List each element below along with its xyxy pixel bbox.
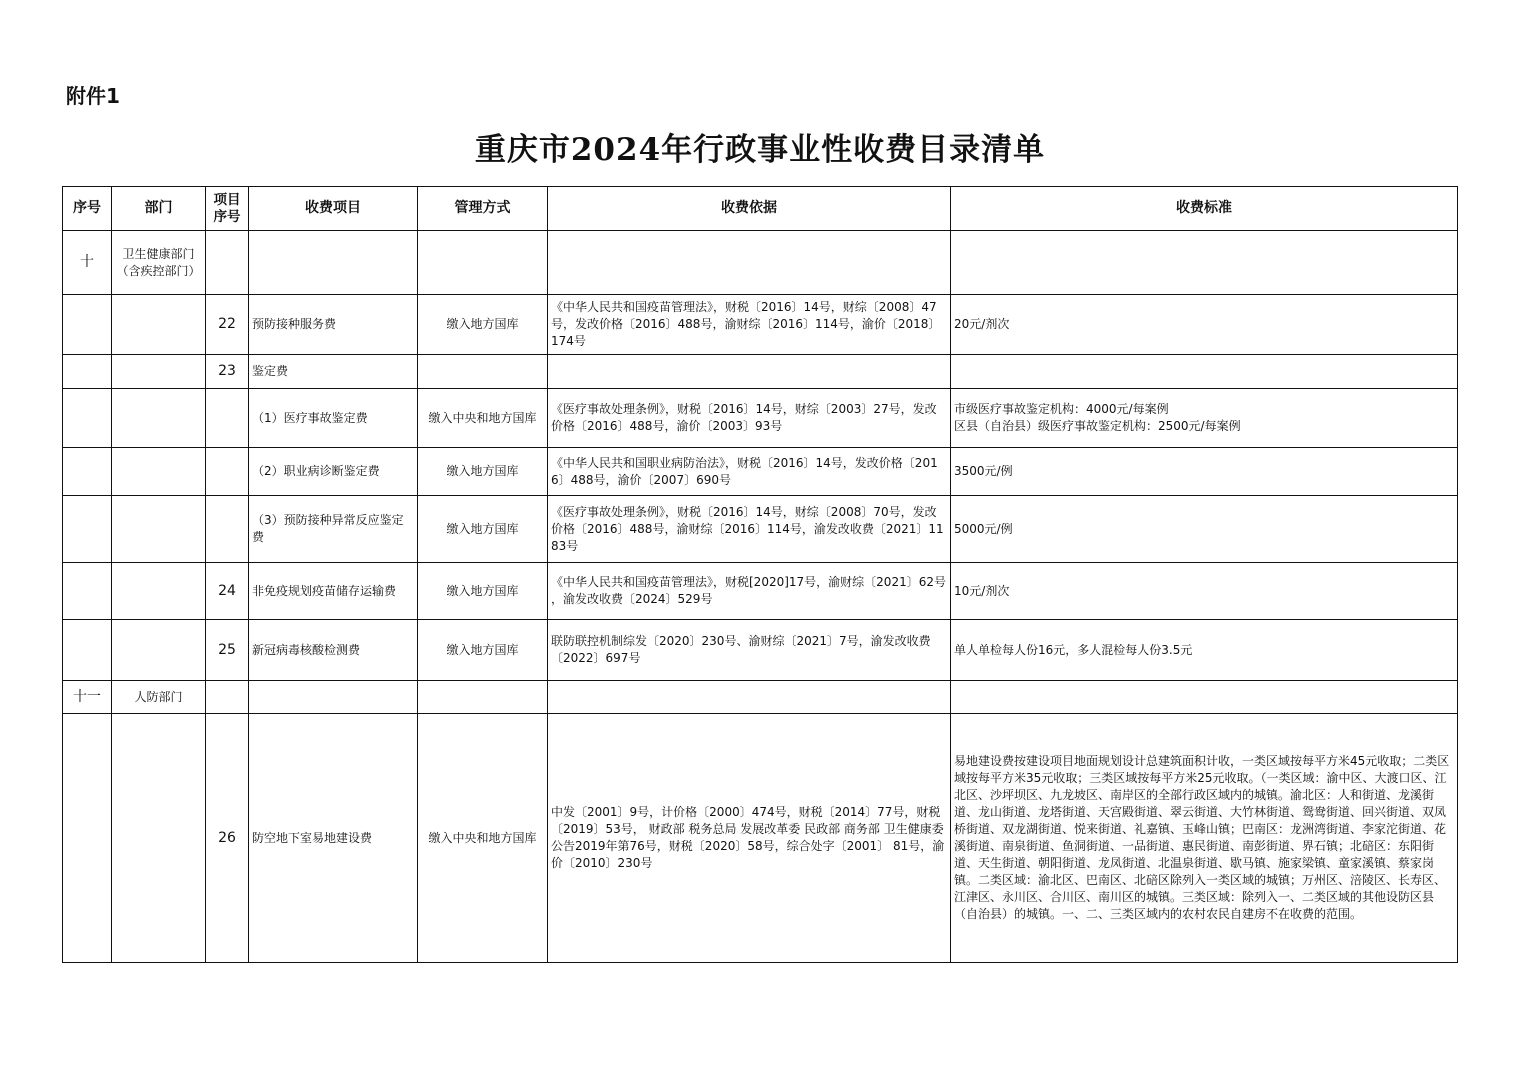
table-row (63, 496, 1458, 563)
header-basis: 收费依据 (548, 187, 951, 231)
cell-item: 非免疫规划疫苗储存运输费 (249, 563, 418, 620)
cell-dept (112, 714, 206, 963)
cell-seq (63, 496, 112, 563)
cell-item: （3）预防接种异常反应鉴定费 (249, 496, 418, 563)
cell-mgmt: 缴入地方国库 (418, 496, 548, 563)
cell-dept (112, 563, 206, 620)
cell-mgmt: 缴入地方国库 (418, 620, 548, 681)
cell-mgmt: 缴入中央和地方国库 (418, 389, 548, 448)
cell-item: （1）医疗事故鉴定费 (249, 389, 418, 448)
cell-basis (548, 231, 951, 295)
table-row (63, 563, 1458, 620)
cell-item-no (206, 231, 249, 295)
header-row (63, 187, 1458, 231)
cell-seq (63, 714, 112, 963)
cell-standard: 市级医疗事故鉴定机构：4000元/每案例 区县（自治县）级医疗事故鉴定机构：2500元/每案例 (951, 389, 1458, 448)
cell-mgmt: 缴入中央和地方国库 (418, 714, 548, 963)
table-row (63, 295, 1458, 355)
cell-seq (63, 355, 112, 389)
cell-basis: 《医疗事故处理条例》，财税〔2016〕14号，财综〔2008〕70号，发改价格〔2016〕488号，渝财综〔2016〕114号，渝发改收费〔2021〕1183号 (548, 496, 951, 563)
cell-seq (63, 389, 112, 448)
cell-item: （2）职业病诊断鉴定费 (249, 448, 418, 496)
cell-item-no: 22 (206, 295, 249, 355)
table-row (63, 355, 1458, 389)
cell-item-no: 23 (206, 355, 249, 389)
cell-seq: 十一 (63, 681, 112, 714)
cell-item-no (206, 448, 249, 496)
header-dept: 部门 (112, 187, 206, 231)
cell-mgmt: 缴入地方国库 (418, 563, 548, 620)
cell-mgmt (418, 355, 548, 389)
table-row (63, 714, 1458, 963)
cell-basis: 《中华人民共和国疫苗管理法》，财税[2020]17号，渝财综〔2021〕62号 ，渝发改收费〔2024〕529号 (548, 563, 951, 620)
table-row (63, 681, 1458, 714)
cell-item (249, 231, 418, 295)
cell-standard (951, 231, 1458, 295)
cell-basis: 中发〔2001〕9号，计价格〔2000〕474号，财税〔2014〕77号，财税〔2019〕53号， 财政部 税务总局 发展改革委 民政部 商务部 卫生健康委公告2019年第76号，财税〔2020〕58号，综合处字〔2001〕 81号，渝价〔2010〕230号 (548, 714, 951, 963)
cell-basis (548, 355, 951, 389)
cell-dept (112, 355, 206, 389)
cell-item (249, 681, 418, 714)
cell-item-no: 25 (206, 620, 249, 681)
cell-dept: 人防部门 (112, 681, 206, 714)
cell-basis: 《中华人民共和国疫苗管理法》，财税〔2016〕14号，财综〔2008〕47号，发改价格〔2016〕488号，渝财综〔2016〕114号，渝价〔2018〕174号 (548, 295, 951, 355)
cell-standard: 5000元/例 (951, 496, 1458, 563)
cell-dept (112, 620, 206, 681)
cell-item-no (206, 389, 249, 448)
cell-item: 鉴定费 (249, 355, 418, 389)
cell-standard: 易地建设费按建设项目地面规划设计总建筑面积计收，一类区域按每平方米45元收取；二类区域按每平方米35元收取；三类区域按每平方米25元收取。（一类区域：渝中区、大渡口区、江北区、沙坪坝区、九龙坡区、南岸区的全部行政区域内的城镇。渝北区：人和街道、龙溪街道、龙山街道、龙塔街道、天宫殿街道、翠云街道、大竹林街道、鸳鸯街道、回兴街道、双凤桥街道、双龙湖街道、悦来街道、礼嘉镇、玉峰山镇；巴南区：龙洲湾街道、李家沱街道、花溪街道、南泉街道、鱼洞街道、一品街道、惠民街道、南彭街道、界石镇；北碚区：东阳街道、天生街道、朝阳街道、龙凤街道、北温泉街道、歇马镇、施家梁镇、童家溪镇、蔡家岗镇。二类区域：渝北区、巴南区、北碚区除列入一类区域的城镇；万州区、涪陵区、长寿区、江津区、永川区、合川区、南川区的城镇。三类区域：除列入一、二类区域的其他设防区县（自治县）的城镇。一、二、三类区域内的农村农民自建房不在收费的范围。 (951, 714, 1458, 963)
table-row (63, 231, 1458, 295)
header-item: 收费项目 (249, 187, 418, 231)
cell-standard: 单人单检每人份16元，多人混检每人份3.5元 (951, 620, 1458, 681)
cell-standard: 20元/剂次 (951, 295, 1458, 355)
cell-mgmt (418, 231, 548, 295)
cell-seq (63, 448, 112, 496)
cell-item-no: 24 (206, 563, 249, 620)
page-title: 重庆市2024年行政事业性收费目录清单 (474, 132, 1046, 168)
cell-standard: 3500元/例 (951, 448, 1458, 496)
header-item-no: 项目序号 (206, 187, 249, 231)
table-row (63, 448, 1458, 496)
cell-standard (951, 681, 1458, 714)
table-row (63, 389, 1458, 448)
cell-dept (112, 295, 206, 355)
cell-mgmt: 缴入地方国库 (418, 448, 548, 496)
cell-dept (112, 389, 206, 448)
header-standard: 收费标准 (951, 187, 1458, 231)
cell-dept: 卫生健康部门（含疾控部门） (112, 231, 206, 295)
cell-basis: 《医疗事故处理条例》，财税〔2016〕14号，财综〔2003〕27号，发改价格〔2016〕488号，渝价〔2003〕93号 (548, 389, 951, 448)
cell-mgmt: 缴入地方国库 (418, 295, 548, 355)
cell-dept (112, 496, 206, 563)
header-mgmt: 管理方式 (418, 187, 548, 231)
cell-item-no: 26 (206, 714, 249, 963)
cell-seq: 十 (63, 231, 112, 295)
cell-item: 防空地下室易地建设费 (249, 714, 418, 963)
cell-standard: 10元/剂次 (951, 563, 1458, 620)
table-row (63, 620, 1458, 681)
cell-seq (63, 620, 112, 681)
cell-seq (63, 295, 112, 355)
cell-basis: 联防联控机制综发〔2020〕230号、渝财综〔2021〕7号，渝发改收费〔2022〕697号 (548, 620, 951, 681)
cell-item: 新冠病毒核酸检测费 (249, 620, 418, 681)
fee-table (62, 186, 1458, 963)
cell-seq (63, 563, 112, 620)
cell-item-no (206, 496, 249, 563)
header-seq: 序号 (63, 187, 112, 231)
cell-mgmt (418, 681, 548, 714)
cell-item: 预防接种服务费 (249, 295, 418, 355)
cell-basis: 《中华人民共和国职业病防治法》，财税〔2016〕14号，发改价格〔2016〕488号，渝价〔2007〕690号 (548, 448, 951, 496)
cell-basis (548, 681, 951, 714)
cell-standard (951, 355, 1458, 389)
cell-dept (112, 448, 206, 496)
attachment-label: 附件1 (66, 84, 120, 108)
cell-item-no (206, 681, 249, 714)
